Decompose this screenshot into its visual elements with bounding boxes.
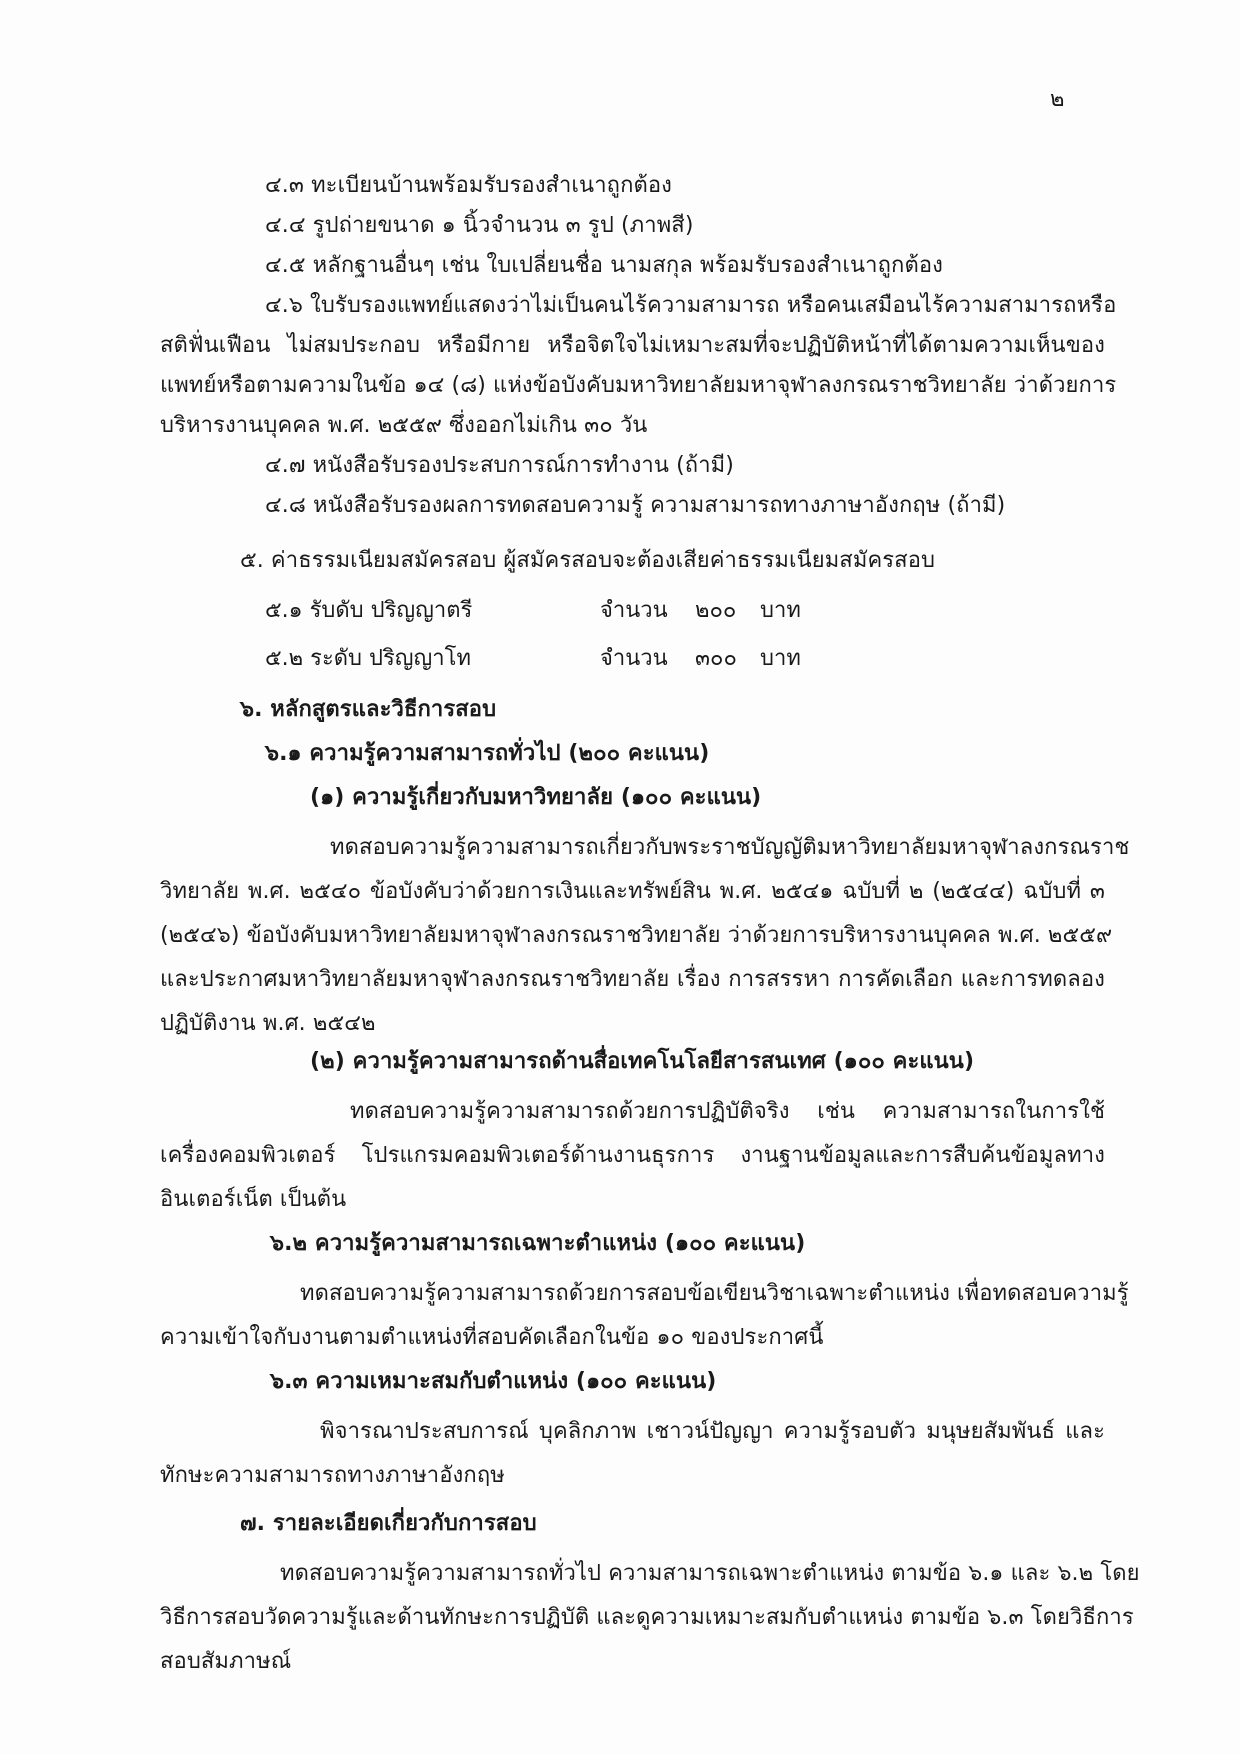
item-4-6: ๔.๖ ใบรับรองแพทย์แสดงว่าไม่เป็นคนไร้ความสามารถ หรือคนเสมือนไร้ความสามารถหรือ xyxy=(265,293,1117,318)
paragraph-line: ทดสอบความรู้ความสามารถด้วยการสอบข้อเขียนวิชาเฉพาะตำแหน่ง เพื่อทดสอบความรู้ xyxy=(300,1281,1129,1306)
paragraph-line: ทดสอบความรู้ความสามารถด้วยการปฏิบัติจริง เช่น ความสามารถในการใช้ xyxy=(350,1099,1105,1124)
section-6-1-heading: ๖.๑ ความรู้ความสามารถทั่วไป (๒๐๐ คะแนน) xyxy=(265,741,710,766)
item-4-8: ๔.๘ หนังสือรับรองผลการทดสอบความรู้ ความสามารถทางภาษาอังกฤษ (ถ้ามี) xyxy=(265,493,1006,518)
paragraph-line: สอบสัมภาษณ์ xyxy=(160,1649,292,1674)
section-6-2-heading: ๖.๒ ความรู้ความสามารถเฉพาะตำแหน่ง (๑๐๐ คะแนน) xyxy=(270,1231,806,1256)
fee-unit: บาท xyxy=(760,598,801,623)
item-4-6-cont-2: แพทย์หรือตามความในข้อ ๑๔ (๘) แห่งข้อบังคับมหาวิทยาลัยมหาจุฬาลงกรณราชวิทยาลัย ว่าด้วยการ xyxy=(160,373,1117,398)
paragraph-line: พิจารณาประสบการณ์ บุคลิกภาพ เชาวน์ปัญญา ความรู้รอบตัว มนุษยสัมพันธ์ และ xyxy=(320,1419,1105,1444)
fee-label: ๕.๑ รับดับ ปริญญาตรี xyxy=(265,598,473,623)
paragraph-line: ทดสอบความรู้ความสามารถทั่วไป ความสามารถเฉพาะตำแหน่ง ตามข้อ ๖.๑ และ ๖.๒ โดย xyxy=(280,1561,1140,1586)
paragraph-line: ทดสอบความรู้ความสามารถเกี่ยวกับพระราชบัญญัติมหาวิทยาลัยมหาจุฬาลงกรณราช xyxy=(330,835,1130,860)
item-4-3: ๔.๓ ทะเบียนบ้านพร้อมรับรองสำเนาถูกต้อง xyxy=(265,173,673,198)
item-4-5: ๔.๕ หลักฐานอื่นๆ เช่น ใบเปลี่ยนชื่อ นามสกุล พร้อมรับรองสำเนาถูกต้อง xyxy=(265,253,943,278)
fee-amount-label: จำนวน xyxy=(600,646,668,671)
section-5-heading: ๕. ค่าธรรมเนียมสมัครสอบ ผู้สมัครสอบจะต้องเสียค่าธรรมเนียมสมัครสอบ xyxy=(240,548,936,573)
fee-amount: ๒๐๐ xyxy=(695,598,737,623)
section-6-heading: ๖. หลักสูตรและวิธีการสอบ xyxy=(240,697,497,722)
paragraph-line: วิธีการสอบวัดความรู้และด้านทักษะการปฏิบัติ และดูความเหมาะสมกับตำแหน่ง ตามข้อ ๖.๓ โดยวิธีการ xyxy=(160,1605,1134,1630)
item-4-4: ๔.๔ รูปถ่ายขนาด ๑ นิ้วจำนวน ๓ รูป (ภาพสี) xyxy=(265,213,694,238)
paragraph-line: ปฏิบัติงาน พ.ศ. ๒๕๔๒ xyxy=(160,1011,376,1036)
paragraph-line: วิทยาลัย พ.ศ. ๒๕๔๐ ข้อบังคับว่าด้วยการเงินและทรัพย์สิน พ.ศ. ๒๕๔๑ ฉบับที่ ๒ (๒๕๔๔) ฉบับที่ ๓ xyxy=(160,879,1105,904)
fee-amount: ๓๐๐ xyxy=(695,646,737,671)
item-4-7: ๔.๗ หนังสือรับรองประสบการณ์การทำงาน (ถ้ามี) xyxy=(265,453,734,478)
section-6-3-heading: ๖.๓ ความเหมาะสมกับตำแหน่ง (๑๐๐ คะแนน) xyxy=(270,1369,717,1394)
paragraph-line: เครื่องคอมพิวเตอร์ โปรแกรมคอมพิวเตอร์ด้านงานธุรการ งานฐานข้อมูลและการสืบค้นข้อมูลทาง xyxy=(160,1143,1105,1168)
item-4-6-cont-1: สติฟั่นเฟือน ไม่สมประกอบ หรือมีกาย หรือจิตใจไม่เหมาะสมที่จะปฏิบัติหน้าที่ได้ตามความเห็นของ xyxy=(160,333,1105,358)
section-7-heading: ๗. รายละเอียดเกี่ยวกับการสอบ xyxy=(240,1511,537,1536)
page-number: ๒ xyxy=(1050,87,1065,112)
section-6-1-2-heading: (๒) ความรู้ความสามารถด้านสื่อเทคโนโลยีสารสนเทศ (๑๐๐ คะแนน) xyxy=(310,1049,975,1074)
fee-amount-label: จำนวน xyxy=(600,598,668,623)
paragraph-line: อินเตอร์เน็ต เป็นต้น xyxy=(160,1187,347,1212)
paragraph-line: ทักษะความสามารถทางภาษาอังกฤษ xyxy=(160,1463,505,1488)
paragraph-line: ความเข้าใจกับงานตามตำแหน่งที่สอบคัดเลือกในข้อ ๑๐ ของประกาศนี้ xyxy=(160,1325,824,1350)
section-6-1-1-heading: (๑) ความรู้เกี่ยวกับมหาวิทยาลัย (๑๐๐ คะแนน) xyxy=(310,785,762,810)
item-4-6-cont-3: บริหารงานบุคคล พ.ศ. ๒๕๕๙ ซึ่งออกไม่เกิน ๓๐ วัน xyxy=(160,413,648,438)
fee-label: ๕.๒ ระดับ ปริญญาโท xyxy=(265,646,471,671)
paragraph-line: และประกาศมหาวิทยาลัยมหาจุฬาลงกรณราชวิทยาลัย เรื่อง การสรรหา การคัดเลือก และการทดลอง xyxy=(160,967,1105,992)
fee-unit: บาท xyxy=(760,646,801,671)
paragraph-line: (๒๕๔๖) ข้อบังคับมหาวิทยาลัยมหาจุฬาลงกรณราชวิทยาลัย ว่าด้วยการบริหารงานบุคคล พ.ศ. ๒๕๕๙ xyxy=(160,923,1113,948)
